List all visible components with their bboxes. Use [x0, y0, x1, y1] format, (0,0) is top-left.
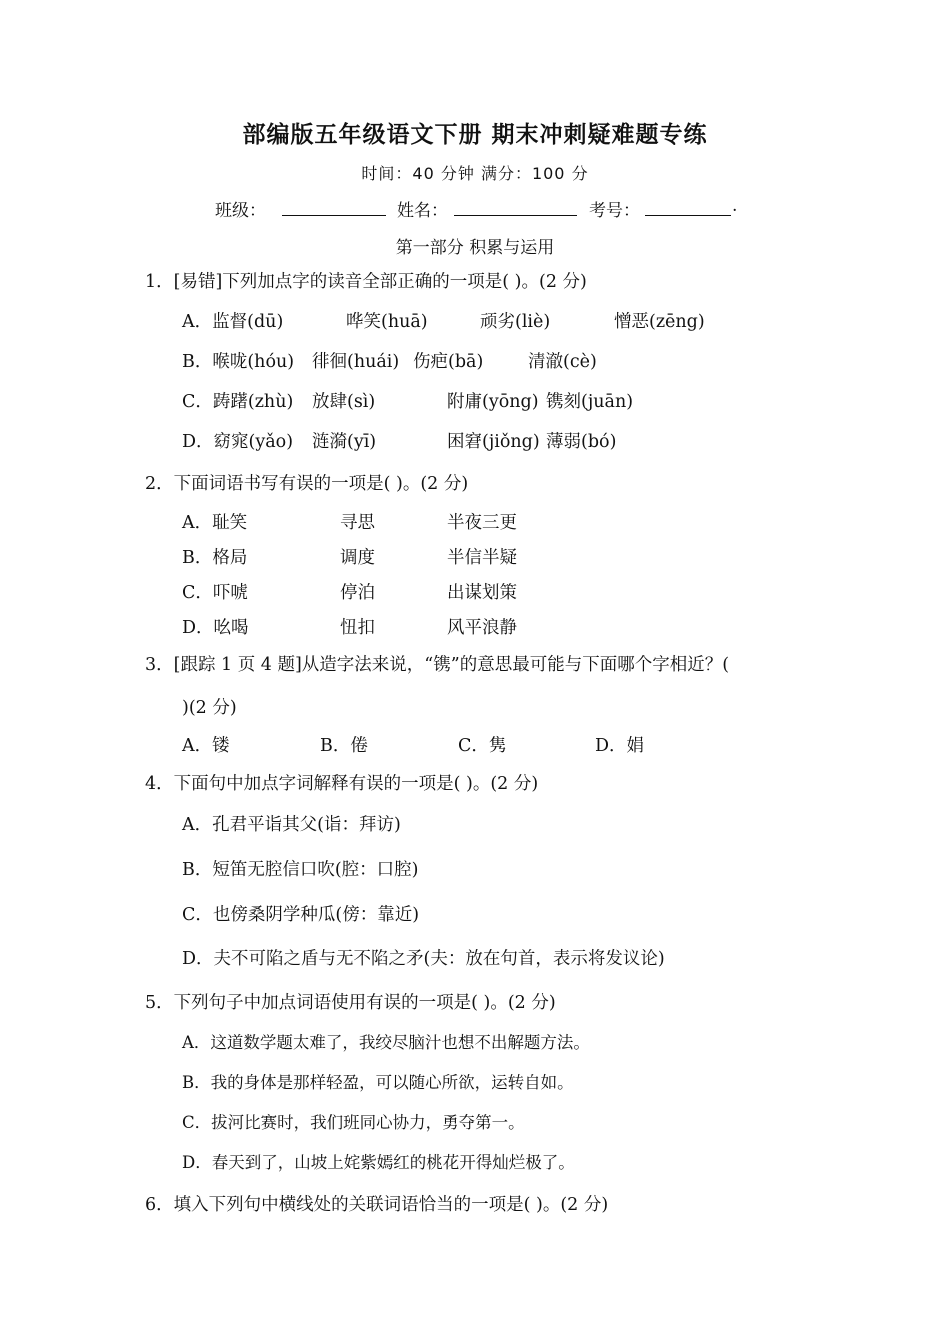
name-field[interactable] [454, 196, 577, 216]
name-label: 姓名： [397, 201, 448, 221]
q5-option-c: C．拔河比赛时，我们班同心协力，勇夺第一。 [182, 1113, 525, 1132]
q1-option-d-1: D．窈窕(yǎo) [182, 432, 294, 452]
q1-option-b-4: 清澈(cè) [528, 352, 597, 372]
q2-option-c-3: 出谋划策 [447, 583, 517, 603]
q1-option-c-1: C．踌躇(zhù) [182, 392, 294, 412]
q2-option-d-3: 风平浪静 [447, 618, 517, 638]
q2-option-a-3: 半夜三更 [447, 513, 517, 533]
q4-option-c: C．也傍桑阴学种瓜(傍：靠近) [182, 905, 420, 925]
q1-option-b-2: 徘徊(huái) [312, 352, 400, 372]
question-3-stem-continued: )(2 分) [182, 698, 237, 718]
section-title: 第一部分 积累与运用 [395, 238, 555, 258]
q2-option-b-1: B．格局 [182, 548, 248, 568]
exam-meta: 时间：40 分钟 满分：100 分 [361, 164, 589, 183]
q1-option-b-3: 伤疤(bā) [413, 352, 484, 372]
class-field[interactable] [282, 196, 386, 216]
q1-option-d-4: 薄弱(bó) [546, 432, 617, 452]
q1-option-a-1: A．监督(dū) [182, 312, 284, 332]
q1-option-a-3: 顽劣(liè) [480, 312, 551, 332]
q3-option-a: A．镂 [182, 736, 230, 756]
q1-option-a-4: 憎恶(zēng) [614, 312, 705, 332]
question-5-stem: 5．下列句子中加点词语使用有误的一项是( )。(2 分) [145, 993, 556, 1013]
q1-option-c-2: 放肆(sì) [312, 392, 376, 412]
q3-option-b: B．倦 [320, 736, 368, 756]
q4-option-b: B．短笛无腔信口吹(腔：口腔) [182, 860, 419, 880]
q3-option-c: C．隽 [458, 736, 507, 756]
question-6-stem: 6．填入下列句中横线处的关联词语恰当的一项是( )。(2 分) [145, 1195, 609, 1215]
q2-option-a-2: 寻思 [340, 513, 375, 533]
q4-option-a: A．孔君平诣其父(诣：拜访) [182, 815, 401, 835]
q5-option-d: D．春天到了，山坡上姹紫嫣红的桃花开得灿烂极了。 [182, 1153, 575, 1172]
q1-option-d-2: 涟漪(yī) [312, 432, 377, 452]
q3-option-d: D．娟 [595, 736, 645, 756]
q1-option-c-3: 附庸(yōng) [447, 392, 539, 412]
q2-option-c-2: 停泊 [340, 583, 375, 603]
question-2-stem: 2．下面词语书写有误的一项是( )。(2 分) [145, 474, 469, 494]
q1-option-d-3: 困窘(jiǒng) [447, 432, 540, 452]
question-1-stem: 1．[易错]下列加点字的读音全部正确的一项是( )。(2 分) [145, 272, 587, 292]
number-label: 考号： [589, 201, 640, 221]
q4-option-d: D．夫不可陷之盾与无不陷之矛(夫：放在句首，表示将发议论) [182, 949, 665, 969]
number-field[interactable] [645, 196, 731, 216]
question-4-stem: 4．下面句中加点字词解释有误的一项是( )。(2 分) [145, 774, 539, 794]
q2-option-d-1: D．吆喝 [182, 618, 249, 638]
q2-option-c-1: C．吓唬 [182, 583, 248, 603]
q1-option-c-4: 镌刻(juān) [546, 392, 634, 412]
page-title: 部编版五年级语文下册 期末冲刺疑难题专练 [242, 122, 708, 148]
q5-option-b: B．我的身体是那样轻盈，可以随心所欲，运转自如。 [182, 1073, 574, 1092]
q1-option-a-2: 哗笑(huā) [346, 312, 428, 332]
class-label: 班级： [215, 201, 266, 221]
q2-option-b-2: 调度 [340, 548, 375, 568]
q2-option-b-3: 半信半疑 [447, 548, 517, 568]
question-3-stem: 3．[跟踪 1 页 4 题]从造字法来说，“镌”的意思最可能与下面哪个字相近？( [145, 655, 730, 675]
q2-option-d-2: 忸扣 [340, 618, 375, 638]
end-mark: . [732, 196, 738, 216]
q2-option-a-1: A．耻笑 [182, 513, 248, 533]
q5-option-a: A．这道数学题太难了，我绞尽脑汁也想不出解题方法。 [182, 1033, 590, 1052]
q1-option-b-1: B．喉咙(hóu) [182, 352, 295, 372]
